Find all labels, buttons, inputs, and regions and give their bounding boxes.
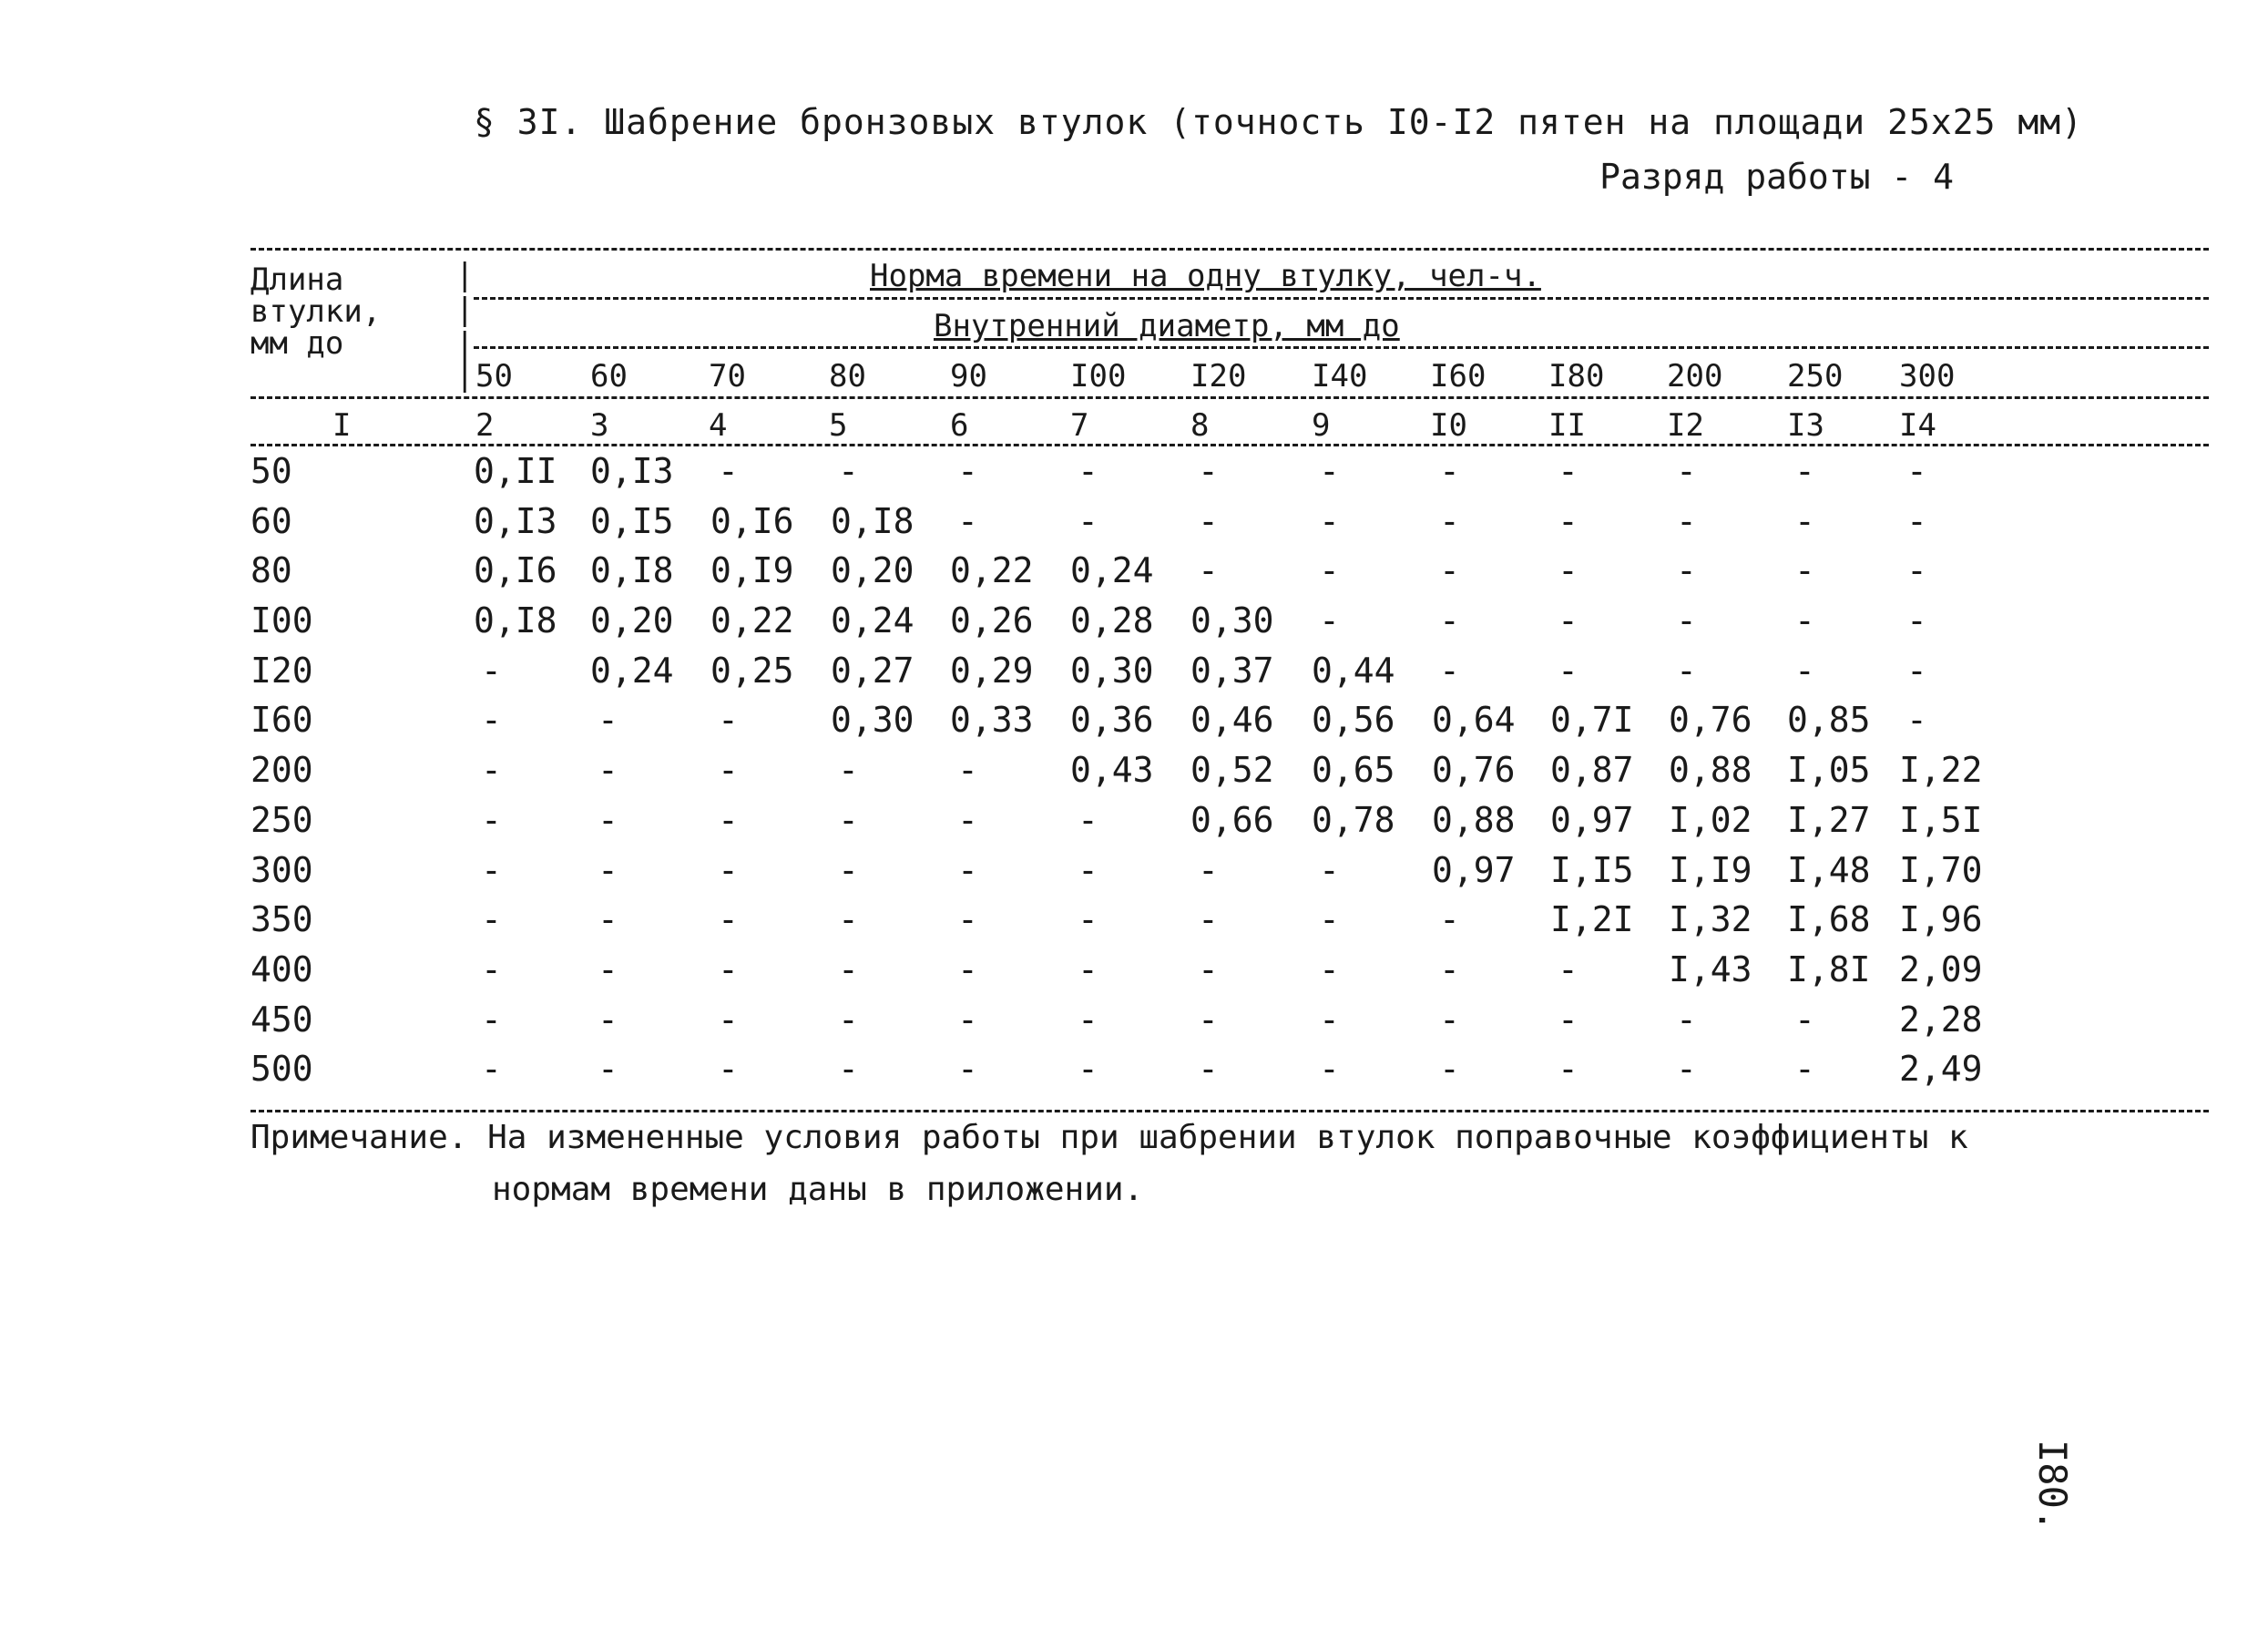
table-cell: -: [1558, 600, 1578, 641]
work-grade: Разряд работы - 4: [1599, 157, 1954, 197]
table-cell: -: [1676, 1049, 1697, 1090]
table-cell: -: [1319, 899, 1340, 940]
table-cell: -: [1906, 600, 1927, 641]
diameter-label: 200: [1667, 358, 1723, 395]
column-number: I3: [1787, 407, 1824, 444]
table-cell: -: [718, 899, 739, 940]
table-cell: -: [957, 849, 978, 890]
column-number: 9: [1312, 407, 1331, 444]
table-cell: -: [957, 899, 978, 940]
table-cell: 0,30: [831, 700, 914, 741]
table-cell: 0,37: [1190, 650, 1274, 691]
table-cell: 0,97: [1550, 799, 1634, 840]
table-cell: -: [598, 999, 618, 1040]
table-cell: 0,66: [1190, 799, 1274, 840]
table-cell: -: [1319, 999, 1340, 1040]
table-cell: -: [1676, 600, 1697, 641]
row-length: 250: [250, 799, 313, 840]
table-cell: -: [1198, 451, 1219, 491]
table-cell: 0,85: [1787, 700, 1871, 741]
table-cell: 0,I6: [474, 550, 557, 591]
table-cell: -: [1676, 500, 1697, 541]
table-cell: -: [1906, 650, 1927, 691]
table-cell: -: [1198, 550, 1219, 591]
table-cell: -: [1319, 1049, 1340, 1090]
table-cell: 2,49: [1899, 1049, 1983, 1090]
table-cell: I,96: [1899, 899, 1983, 940]
row-length: 60: [250, 500, 292, 541]
table-cell: -: [718, 1049, 739, 1090]
table-cell: -: [598, 899, 618, 940]
table-cell: 0,76: [1669, 700, 1752, 741]
table-cell: -: [1794, 600, 1815, 641]
note-line: Примечание. На измененные условия работы при шабрении втулок поправочные коэффициенты к: [250, 1119, 1968, 1156]
row-length: I60: [250, 700, 313, 741]
column-number: 7: [1070, 407, 1089, 444]
table-cell: I,05: [1787, 750, 1871, 791]
table-cell: -: [957, 500, 978, 541]
table-cell: 0,36: [1070, 700, 1154, 741]
table-cell: -: [957, 948, 978, 989]
row-length: 300: [250, 849, 313, 890]
table-cell: -: [1439, 1049, 1460, 1090]
table-cell: -: [1439, 451, 1460, 491]
diameter-label: 50: [475, 358, 513, 395]
table-cell: 0,44: [1312, 650, 1395, 691]
row-length: I20: [250, 650, 313, 691]
table-cell: -: [957, 451, 978, 491]
table-cell: I,43: [1669, 948, 1752, 989]
column-number: 3: [590, 407, 609, 444]
table-bottom-border: [250, 1110, 2209, 1112]
table-cell: -: [1794, 1049, 1815, 1090]
table-cell: 0,22: [950, 550, 1034, 591]
table-cell: -: [1078, 451, 1098, 491]
table-cell: -: [481, 899, 502, 940]
table-cell: -: [598, 1049, 618, 1090]
table-cell: 0,I3: [590, 451, 674, 491]
header-divider-2: [474, 346, 2209, 349]
row-length: I00: [250, 600, 313, 641]
table-cell: -: [1198, 849, 1219, 890]
table-cell: -: [838, 750, 859, 791]
table-cell: 0,22: [710, 600, 794, 641]
table-cell: I,32: [1669, 899, 1752, 940]
table-cell: I,22: [1899, 750, 1983, 791]
table-cell: 0,88: [1432, 799, 1516, 840]
table-cell: 0,7I: [1550, 700, 1634, 741]
table-cell: -: [1078, 948, 1098, 989]
table-cell: -: [718, 948, 739, 989]
table-cell: -: [838, 451, 859, 491]
diameter-label: I20: [1190, 358, 1247, 395]
table-cell: I,5I: [1899, 799, 1983, 840]
diameter-label: 60: [590, 358, 628, 395]
table-cell: -: [957, 999, 978, 1040]
table-cell: 0,64: [1432, 700, 1516, 741]
table-cell: 0,52: [1190, 750, 1274, 791]
diameter-label: I40: [1312, 358, 1368, 395]
table-cell: -: [598, 948, 618, 989]
table-cell: 2,09: [1899, 948, 1983, 989]
table-cell: -: [1198, 1049, 1219, 1090]
column-number: 4: [709, 407, 728, 444]
header-vertical-separator: |: [455, 257, 475, 293]
table-cell: -: [1078, 849, 1098, 890]
table-cell: -: [1906, 550, 1927, 591]
row-length: 350: [250, 899, 313, 940]
column-number: I0: [1430, 407, 1467, 444]
table-cell: -: [481, 948, 502, 989]
table-cell: 0,24: [831, 600, 914, 641]
table-cell: 0,88: [1669, 750, 1752, 791]
table-cell: -: [1558, 650, 1578, 691]
header-vertical-separator: |: [455, 326, 475, 363]
table-cell: -: [1439, 600, 1460, 641]
diameter-label: I80: [1548, 358, 1605, 395]
table-cell: 0,24: [590, 650, 674, 691]
table-cell: -: [1906, 451, 1927, 491]
table-cell: -: [1439, 899, 1460, 940]
table-cell: -: [957, 799, 978, 840]
table-cell: -: [481, 1049, 502, 1090]
table-cell: -: [1198, 948, 1219, 989]
table-cell: 0,I8: [590, 550, 674, 591]
table-cell: 0,27: [831, 650, 914, 691]
table-cell: 0,I8: [474, 600, 557, 641]
table-cell: 0,28: [1070, 600, 1154, 641]
table-cell: 0,25: [710, 650, 794, 691]
column-number: 2: [475, 407, 495, 444]
table-cell: -: [1676, 999, 1697, 1040]
table-cell: -: [1906, 700, 1927, 741]
length-header-line: втулки,: [250, 293, 382, 330]
table-cell: -: [1078, 500, 1098, 541]
table-cell: -: [1794, 650, 1815, 691]
table-cell: 0,26: [950, 600, 1034, 641]
row-length: 500: [250, 1049, 313, 1090]
table-top-border: [250, 248, 2209, 251]
table-cell: -: [598, 700, 618, 741]
table-cell: I,8I: [1787, 948, 1871, 989]
table-cell: -: [1676, 451, 1697, 491]
length-column-header: [250, 261, 433, 362]
table-cell: 0,24: [1070, 550, 1154, 591]
table-cell: -: [1558, 500, 1578, 541]
table-cell: I,I5: [1550, 849, 1634, 890]
header-vertical-separator: |: [455, 357, 475, 394]
table-cell: -: [1439, 650, 1460, 691]
table-cell: 0,I3: [474, 500, 557, 541]
column-number: I2: [1667, 407, 1704, 444]
header-divider-3: [250, 396, 2209, 399]
table-cell: -: [1319, 948, 1340, 989]
table-cell: -: [1439, 999, 1460, 1040]
table-cell: -: [1319, 451, 1340, 491]
page-title: § 3I. Шабрение бронзовых втулок (точность I0-I2 пятен на площади 25х25 мм): [474, 102, 2083, 142]
table-cell: -: [1198, 999, 1219, 1040]
table-cell: -: [1078, 999, 1098, 1040]
table-cell: I,27: [1787, 799, 1871, 840]
table-cell: -: [1078, 799, 1098, 840]
table-cell: 0,56: [1312, 700, 1395, 741]
table-cell: -: [1794, 451, 1815, 491]
column-number: I4: [1899, 407, 1936, 444]
table-cell: -: [481, 650, 502, 691]
table-cell: -: [838, 899, 859, 940]
table-cell: 0,20: [831, 550, 914, 591]
table-cell: -: [1558, 550, 1578, 591]
table-cell: 0,65: [1312, 750, 1395, 791]
table-cell: -: [1676, 650, 1697, 691]
column-number: II: [1548, 407, 1586, 444]
row-length: 450: [250, 999, 313, 1040]
diameter-label: I00: [1070, 358, 1127, 395]
table-cell: -: [718, 750, 739, 791]
column-number: 5: [829, 407, 848, 444]
table-cell: -: [598, 849, 618, 890]
diameter-label: 250: [1787, 358, 1844, 395]
table-cell: I,70: [1899, 849, 1983, 890]
table-cell: -: [1198, 500, 1219, 541]
table-cell: 0,43: [1070, 750, 1154, 791]
table-cell: -: [1794, 550, 1815, 591]
table-cell: -: [838, 849, 859, 890]
table-cell: -: [1558, 451, 1578, 491]
table-cell: -: [1676, 550, 1697, 591]
table-cell: -: [1319, 600, 1340, 641]
note-line: нормам времени даны в приложении.: [492, 1171, 1144, 1208]
column-number: I: [332, 407, 352, 444]
column-number: 8: [1190, 407, 1210, 444]
table-cell: -: [718, 451, 739, 491]
row-length: 50: [250, 451, 292, 491]
diameter-header: Внутренний диаметр, мм до: [934, 308, 1400, 344]
table-cell: -: [481, 849, 502, 890]
table-cell: -: [1198, 899, 1219, 940]
table-cell: -: [838, 948, 859, 989]
diameter-label: 70: [709, 358, 746, 395]
table-cell: 0,46: [1190, 700, 1274, 741]
table-cell: 0,33: [950, 700, 1034, 741]
table-cell: I,68: [1787, 899, 1871, 940]
table-cell: -: [1794, 500, 1815, 541]
diameter-label: I60: [1430, 358, 1486, 395]
table-cell: 0,87: [1550, 750, 1634, 791]
diameter-label: 300: [1899, 358, 1956, 395]
header-vertical-separator: |: [455, 292, 475, 328]
table-cell: -: [481, 700, 502, 741]
length-header-line: мм до: [250, 325, 344, 362]
table-cell: 0,30: [1070, 650, 1154, 691]
table-cell: -: [1078, 899, 1098, 940]
table-cell: -: [598, 750, 618, 791]
table-cell: 2,28: [1899, 999, 1983, 1040]
row-length: 400: [250, 948, 313, 989]
table-cell: I,02: [1669, 799, 1752, 840]
table-cell: 0,30: [1190, 600, 1274, 641]
table-cell: -: [1906, 500, 1927, 541]
table-cell: -: [1558, 948, 1578, 989]
table-cell: -: [718, 700, 739, 741]
diameter-label: 90: [950, 358, 987, 395]
table-cell: -: [957, 1049, 978, 1090]
table-cell: -: [957, 750, 978, 791]
header-divider-1: [474, 297, 2209, 300]
table-cell: -: [598, 799, 618, 840]
table-cell: -: [838, 799, 859, 840]
table-cell: I,48: [1787, 849, 1871, 890]
table-cell: -: [718, 999, 739, 1040]
diameter-label: 80: [829, 358, 866, 395]
table-cell: -: [1319, 849, 1340, 890]
table-cell: 0,I5: [590, 500, 674, 541]
norm-time-header: Норма времени на одну втулку, чел-ч.: [870, 258, 1541, 294]
table-cell: -: [1794, 999, 1815, 1040]
table-cell: 0,29: [950, 650, 1034, 691]
table-cell: -: [1558, 1049, 1578, 1090]
table-cell: -: [838, 999, 859, 1040]
row-length: 80: [250, 550, 292, 591]
table-cell: -: [481, 750, 502, 791]
table-cell: -: [1439, 500, 1460, 541]
row-length: 200: [250, 750, 313, 791]
table-cell: 0,76: [1432, 750, 1516, 791]
table-cell: 0,I6: [710, 500, 794, 541]
column-number: 6: [950, 407, 969, 444]
table-cell: -: [481, 999, 502, 1040]
table-cell: -: [1439, 948, 1460, 989]
table-cell: 0,78: [1312, 799, 1395, 840]
table-cell: I,I9: [1669, 849, 1752, 890]
table-cell: -: [1439, 550, 1460, 591]
table-cell: 0,97: [1432, 849, 1516, 890]
table-cell: -: [718, 799, 739, 840]
table-cell: -: [838, 1049, 859, 1090]
header-divider-4: [250, 444, 2209, 446]
table-cell: -: [718, 849, 739, 890]
table-cell: 0,I8: [831, 500, 914, 541]
table-cell: 0,20: [590, 600, 674, 641]
length-header-line: Длина: [250, 261, 344, 298]
page-number: I80.: [2030, 1440, 2075, 1532]
table-cell: -: [1319, 500, 1340, 541]
table-cell: 0,I9: [710, 550, 794, 591]
table-cell: -: [1078, 1049, 1098, 1090]
table-cell: -: [481, 799, 502, 840]
table-cell: I,2I: [1550, 899, 1634, 940]
table-cell: -: [1319, 550, 1340, 591]
table-cell: 0,II: [474, 451, 557, 491]
table-cell: -: [1558, 999, 1578, 1040]
